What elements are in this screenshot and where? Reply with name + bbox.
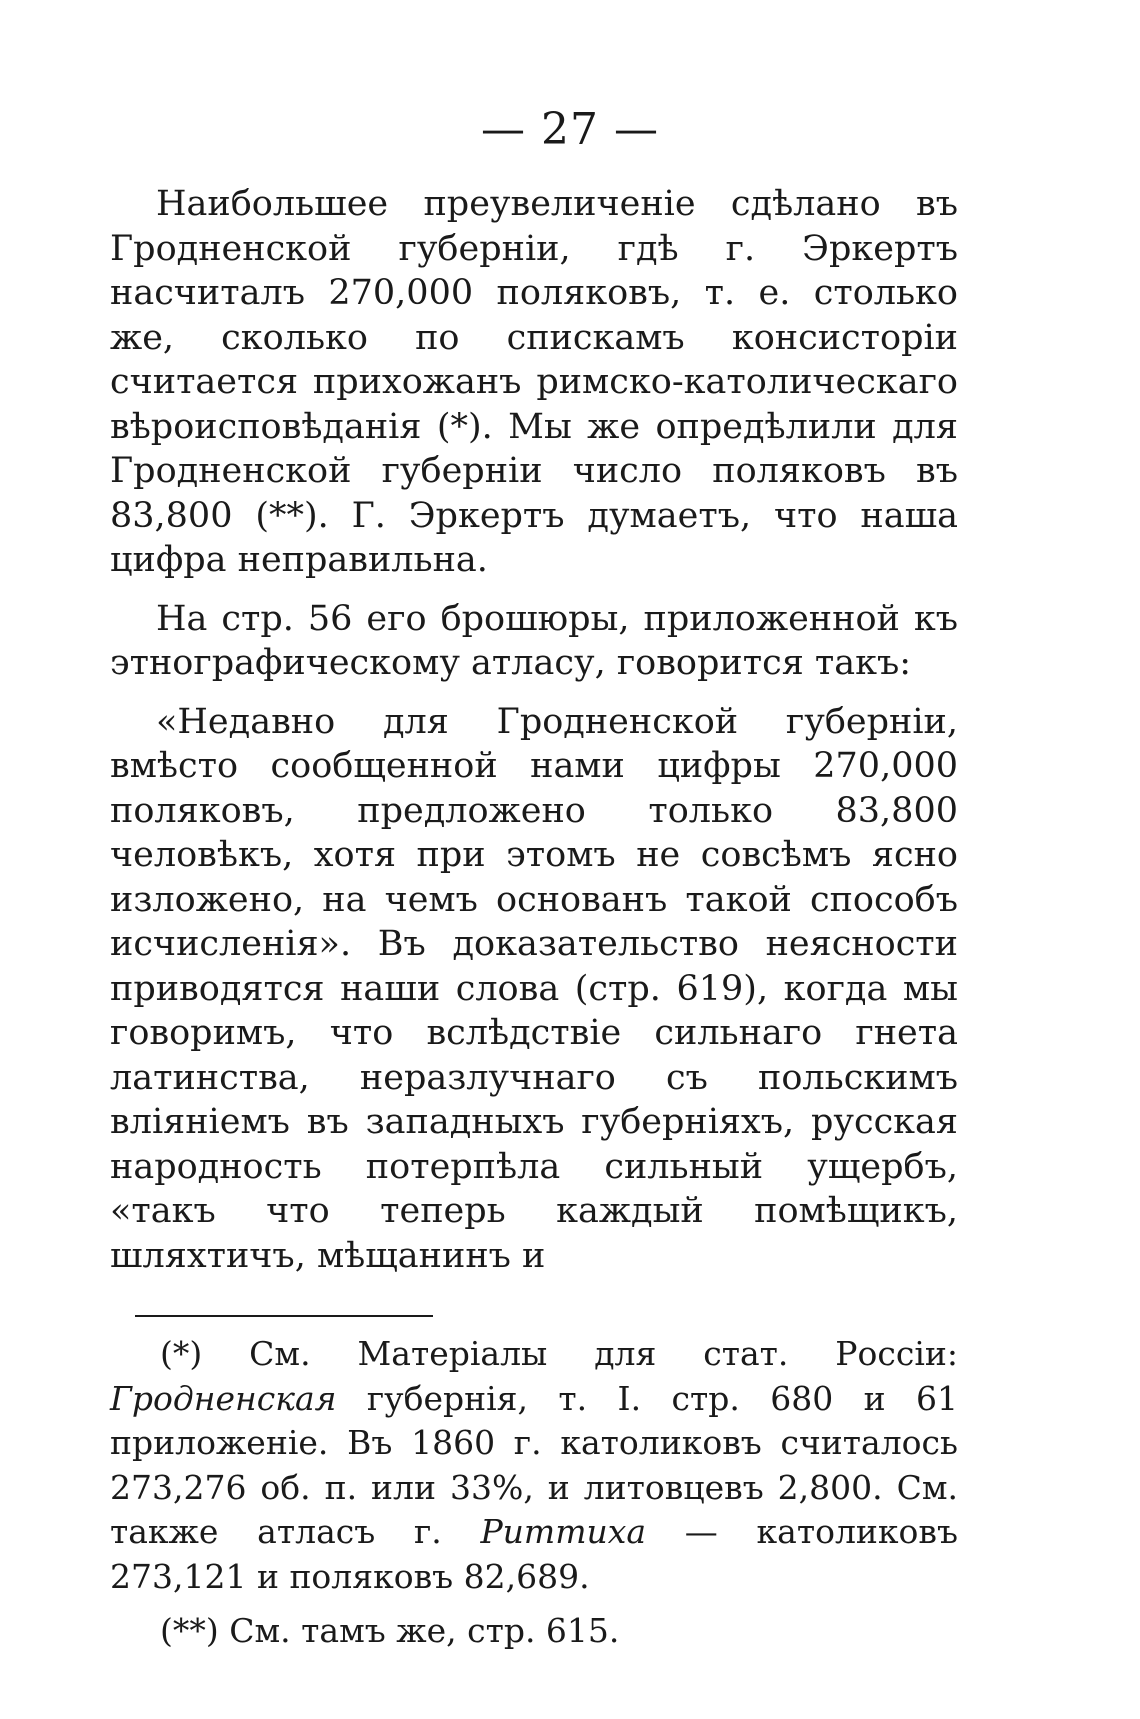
footnote-1-italic-title: Гродненская [110,1378,337,1418]
footnote-divider [135,1315,433,1317]
paragraph: На стр. 56 его брошюры, приложенной къ этнографическому атласу, говорится такъ: [110,598,958,683]
paragraph: «Недавно для Гродненской губерніи, вмѣсто сообщенной нами цифры 270,000 поляковъ, предложено только 83,800 человѣкъ, хотя при этомъ не совсѣмъ ясно изложено, на чемъ основанъ такой способъ исчисленія». Въ доказательство неясности приводятся наши слова (стр. 619), когда мы говоримъ, что вслѣдствіе сильнаго гнета латинства, неразлучнаго съ польскимъ вліяніемъ въ западныхъ губерніяхъ, русская народность потерпѣла сильный ущербъ, «такъ что теперь каждый помѣщикъ, шляхтичъ, мѣщанинъ и [110,701,958,1276]
main-text [110,182,958,1278]
footnote-1-text: — католиковъ 273,121 и поляковъ 82,689. [110,1512,958,1596]
footnote-1-text: (*) См. Матеріалы для стат. Россіи: [160,1334,958,1373]
footnote-2: (**) См. тамъ же, стр. 615. [160,1611,620,1650]
page-number: — 27 — [481,104,659,155]
paragraph: Наибольшее преувеличеніе сдѣлано въ Гродненской губерніи, гдѣ г. Эркертъ насчиталъ 270,000 поляковъ, т. е. столько же, сколько по спискамъ консисторіи считается прихожанъ римско-католическаго вѣроисповѣданія (*). Мы же опредѣлили для Гродненской губерніи число поляковъ въ 83,800 (**). Г. Эркертъ думаетъ, что наша цифра неправильна. [110,184,958,580]
footnote-1-italic-author: Риттиха [480,1512,647,1551]
footnote-1-text: губернія, т. I. стр. 680 и 61 приложеніе. Въ 1860 г. католиковъ считалось 273,276 об. п. или 33%, и литовцевъ 2,800. См. также атласъ г. [110,1378,958,1551]
footnote-1 [110,1332,958,1599]
footnotes [110,1332,958,1654]
